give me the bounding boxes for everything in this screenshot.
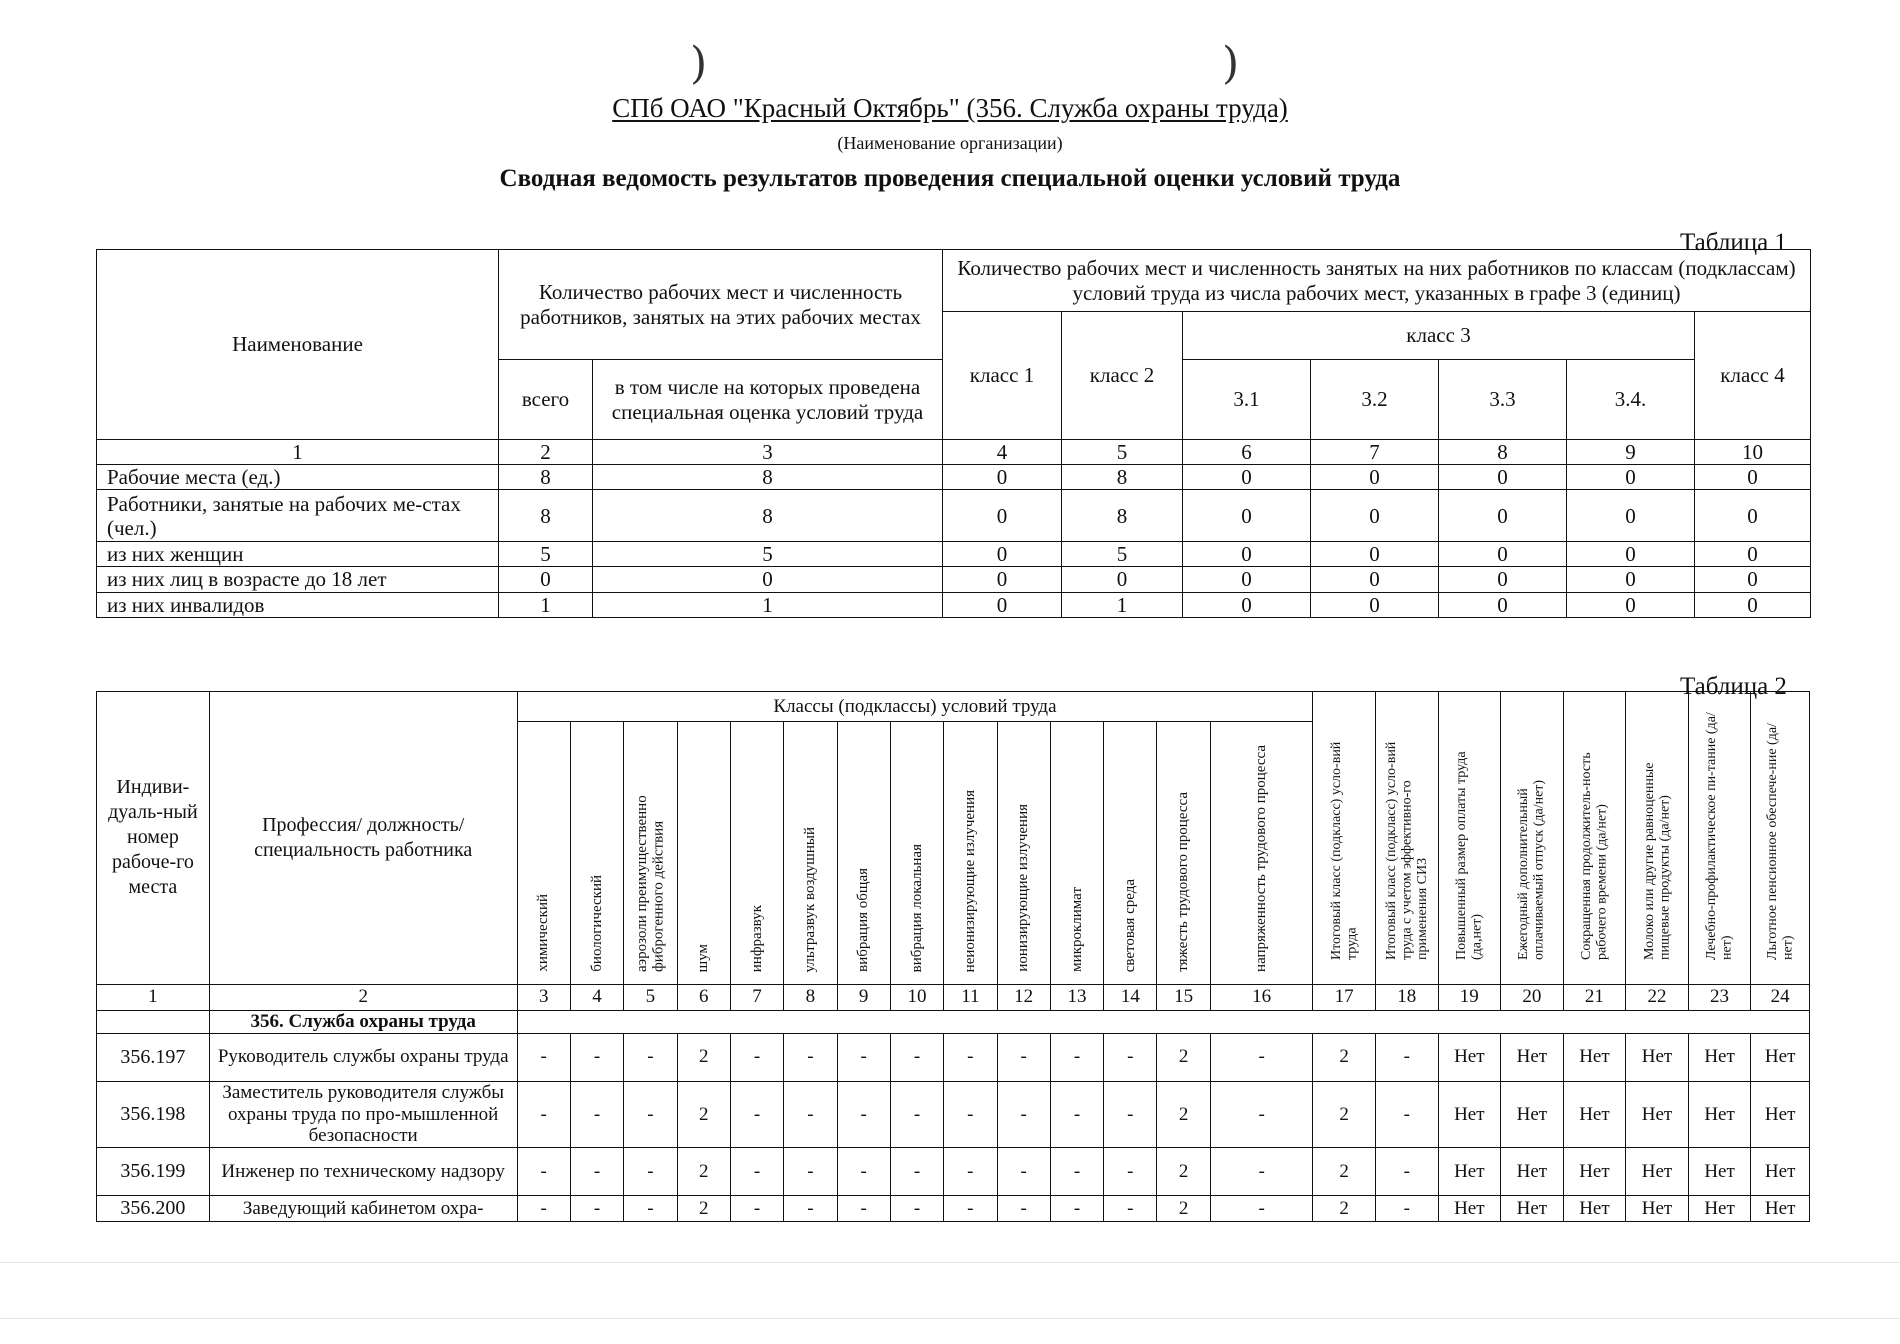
t1-cell: 0 [1311, 567, 1439, 592]
t1-column-numbers [97, 440, 1811, 465]
document-title: Сводная ведомость результатов проведения специальной оценки условий труда [499, 165, 1401, 192]
t2-cell: Нет [1751, 1081, 1810, 1148]
t1-header-name: Наименование [97, 250, 499, 440]
t1-row-label: из них инвалидов [97, 592, 499, 617]
t2-cell: Нет [1563, 1148, 1626, 1196]
t2-cell: 2 [1157, 1033, 1210, 1081]
t2-cell: Нет [1626, 1033, 1689, 1081]
t2-header-factor: инфразвук [730, 722, 783, 985]
t2-cell: Нет [1751, 1196, 1810, 1222]
t2-colnum: 14 [1104, 984, 1157, 1010]
t2-cell: Нет [1438, 1033, 1501, 1081]
t2-section-empty [97, 1010, 210, 1033]
t2-colnum: 3 [517, 984, 570, 1010]
t2-workplace-id: 356.198 [97, 1081, 210, 1148]
t2-cell: Нет [1501, 1148, 1564, 1196]
t2-cell: - [624, 1148, 677, 1196]
t1-data-row [97, 465, 1811, 490]
t2-cell: - [1210, 1196, 1313, 1222]
t1-cell: 0 [1311, 490, 1439, 542]
t2-cell: - [1104, 1081, 1157, 1148]
t2-cell: 2 [1157, 1196, 1210, 1222]
t2-header-hours: Сокращенная продолжитель-ность рабочего времени (да/нет) [1563, 692, 1626, 985]
t2-cell: - [1104, 1196, 1157, 1222]
t2-cell: - [1050, 1148, 1103, 1196]
t2-workplace-row [97, 1081, 1810, 1148]
t2-colnum: 7 [730, 984, 783, 1010]
t2-cell: - [944, 1033, 997, 1081]
t2-colnum: 23 [1688, 984, 1751, 1010]
t2-cell: - [784, 1148, 837, 1196]
t2-header-factor: химический [517, 722, 570, 985]
t1-header-3-1: 3.1 [1183, 360, 1311, 440]
t2-colnum: 6 [677, 984, 730, 1010]
t1-cell: 0 [1183, 542, 1311, 567]
scan-edge-line [0, 1318, 1900, 1319]
t2-cell: - [570, 1196, 623, 1222]
t2-cell: - [837, 1081, 890, 1148]
t2-profession: Заведующий кабинетом охра- [209, 1196, 517, 1222]
t2-colnum: 24 [1751, 984, 1810, 1010]
t2-cell: Нет [1751, 1033, 1810, 1081]
t1-colnum: 1 [97, 440, 499, 465]
t2-header-factor: световая среда [1104, 722, 1157, 985]
t2-workplace-row [97, 1196, 1810, 1222]
t2-header-final-class: Итоговый класс (подкласс) усло-вий труда [1313, 692, 1376, 985]
t1-cell: 0 [943, 490, 1062, 542]
t1-colnum: 9 [1567, 440, 1695, 465]
t2-workplace-row [97, 1033, 1810, 1081]
t2-header-vacation: Ежегодный дополнительный оплачиваемый отпуск (да/нет) [1501, 692, 1564, 985]
t1-header-count: Количество рабочих мест и численность работников, занятых на этих рабочих местах [499, 250, 943, 360]
table2-caption: Таблица 2 [1680, 673, 1787, 700]
t2-header-factor: неионизирующие излучения [944, 722, 997, 985]
t2-cell: - [730, 1033, 783, 1081]
t1-cell: 0 [1062, 567, 1183, 592]
t2-profession: Руководитель службы охраны труда [209, 1033, 517, 1081]
t1-cell: 0 [593, 567, 943, 592]
t2-colnum: 18 [1375, 984, 1438, 1010]
t2-cell: 2 [1313, 1148, 1376, 1196]
t2-colnum: 9 [837, 984, 890, 1010]
t1-cell: 0 [1439, 542, 1567, 567]
t1-header-3-4: 3.4. [1567, 360, 1695, 440]
t1-header-total: всего [499, 360, 593, 440]
t2-header-factor: ионизирующие излучения [997, 722, 1050, 985]
t1-cell: 0 [1311, 465, 1439, 490]
t2-header-factor: аэрозоли преимущественно фиброгенного действия [624, 722, 677, 985]
t2-cell: 2 [1313, 1081, 1376, 1148]
t2-colnum: 1 [97, 984, 210, 1010]
t2-cell: Нет [1438, 1081, 1501, 1148]
t1-row-label: из них женщин [97, 542, 499, 567]
t1-header-classes: Количество рабочих мест и численность занятых на них работников по классам (подклассам) условий труда из числа рабочих мест, указанных в графе 3 (единиц) [943, 250, 1811, 312]
t2-header-factor: вибрация локальная [890, 722, 943, 985]
t1-cell: 0 [1439, 592, 1567, 617]
t1-cell: 0 [1439, 567, 1567, 592]
t1-header-class2: класс 2 [1062, 312, 1183, 440]
t2-cell: - [570, 1033, 623, 1081]
t2-cell: - [1050, 1081, 1103, 1148]
t2-profession: Инженер по техническому надзору [209, 1148, 517, 1196]
t2-cell: Нет [1501, 1081, 1564, 1148]
t2-cell: - [570, 1081, 623, 1148]
t2-cell: - [890, 1196, 943, 1222]
t2-header-factor: тяжесть трудового процесса [1157, 722, 1210, 985]
t1-cell: 0 [1695, 567, 1811, 592]
t2-header-pay: Повышенный размер оплаты труда (да,нет) [1438, 692, 1501, 985]
t1-cell: 0 [943, 465, 1062, 490]
t2-colnum: 21 [1563, 984, 1626, 1010]
t2-cell: - [1210, 1148, 1313, 1196]
t2-header-milk: Молоко или другие равноценные пищевые продукты (да/нет) [1626, 692, 1689, 985]
t2-colnum: 20 [1501, 984, 1564, 1010]
t1-header-3-2: 3.2 [1311, 360, 1439, 440]
t2-cell: - [837, 1196, 890, 1222]
t1-cell: 8 [593, 465, 943, 490]
t2-cell: - [890, 1081, 943, 1148]
t2-cell: - [997, 1148, 1050, 1196]
t2-cell: Нет [1626, 1148, 1689, 1196]
t2-workplace-id: 356.199 [97, 1148, 210, 1196]
t2-cell: - [624, 1196, 677, 1222]
t2-cell: - [1104, 1148, 1157, 1196]
scan-edge-line [0, 1262, 1900, 1263]
t1-cell: 0 [499, 567, 593, 592]
t1-cell: 5 [499, 542, 593, 567]
t1-data-row [97, 490, 1811, 542]
t2-cell: - [730, 1148, 783, 1196]
t1-header-class1: класс 1 [943, 312, 1062, 440]
t2-header-profession: Профессия/ должность/ специальность работника [209, 692, 517, 985]
t1-row-label: Работники, занятые на рабочих ме-стах (чел.) [97, 490, 499, 542]
t2-cell: - [517, 1081, 570, 1148]
t1-cell: 8 [1062, 490, 1183, 542]
t1-cell: 0 [943, 592, 1062, 617]
t1-cell: 0 [1567, 542, 1695, 567]
t2-cell: - [890, 1033, 943, 1081]
t1-colnum: 2 [499, 440, 593, 465]
t1-cell: 0 [1439, 490, 1567, 542]
t2-cell: 2 [677, 1081, 730, 1148]
t2-profession: Заместитель руководителя службы охраны труда по про-мышленной безопасности [209, 1081, 517, 1148]
t2-header-factor: напряженность трудового процесса [1210, 722, 1313, 985]
t2-cell: Нет [1688, 1148, 1751, 1196]
t2-header-factor: вибрация общая [837, 722, 890, 985]
t2-section-row [97, 1010, 1810, 1033]
organization-name: СПб ОАО "Красный Октябрь" (356. Служба охраны труда) [612, 93, 1288, 123]
t2-cell: - [517, 1196, 570, 1222]
t1-colnum: 10 [1695, 440, 1811, 465]
t2-cell: - [730, 1081, 783, 1148]
t2-header-nutrition: Лечебно-профилактическое пи-тание (да/нет) [1688, 692, 1751, 985]
t2-cell: - [1375, 1081, 1438, 1148]
t2-header-id: Индиви-дуаль-ный номер рабоче-го места [97, 692, 210, 985]
t2-cell: - [1210, 1081, 1313, 1148]
t2-colnum: 17 [1313, 984, 1376, 1010]
t1-cell: 0 [1567, 465, 1695, 490]
t2-header-factor: шум [677, 722, 730, 985]
t1-row-label: из них лиц в возрасте до 18 лет [97, 567, 499, 592]
t2-colnum: 12 [997, 984, 1050, 1010]
t1-cell: 0 [1567, 490, 1695, 542]
t2-cell: - [517, 1033, 570, 1081]
t1-row-label: Рабочие места (ед.) [97, 465, 499, 490]
t2-cell: Нет [1626, 1081, 1689, 1148]
t1-colnum: 5 [1062, 440, 1183, 465]
t2-cell: - [944, 1148, 997, 1196]
t2-cell: 2 [1313, 1196, 1376, 1222]
t2-cell: - [944, 1081, 997, 1148]
t2-colnum: 22 [1626, 984, 1689, 1010]
t2-cell: - [837, 1148, 890, 1196]
t1-data-row [97, 542, 1811, 567]
t2-cell: Нет [1688, 1196, 1751, 1222]
organization-caption: (Наименование организации) [837, 133, 1063, 153]
t1-cell: 0 [1311, 542, 1439, 567]
t1-cell: 1 [1062, 592, 1183, 617]
t2-cell: - [624, 1081, 677, 1148]
t2-cell: - [890, 1148, 943, 1196]
t2-cell: Нет [1501, 1196, 1564, 1222]
t1-colnum: 7 [1311, 440, 1439, 465]
t1-cell: 0 [1439, 465, 1567, 490]
t2-column-numbers [97, 984, 1810, 1010]
t2-cell: Нет [1563, 1081, 1626, 1148]
t1-cell: 0 [943, 567, 1062, 592]
t2-cell: - [570, 1148, 623, 1196]
t2-cell: - [784, 1196, 837, 1222]
t2-colnum: 10 [890, 984, 943, 1010]
t2-cell: - [1375, 1148, 1438, 1196]
t1-cell: 5 [1062, 542, 1183, 567]
t2-cell: - [997, 1033, 1050, 1081]
t2-cell: - [1210, 1033, 1313, 1081]
t1-cell: 0 [1311, 592, 1439, 617]
t1-cell: 0 [943, 542, 1062, 567]
t1-cell: 1 [499, 592, 593, 617]
t2-colnum: 11 [944, 984, 997, 1010]
t2-cell: - [1375, 1196, 1438, 1222]
t2-workplace-id: 356.200 [97, 1196, 210, 1222]
t2-cell: 2 [1313, 1033, 1376, 1081]
workplace-table [96, 691, 1810, 1222]
t1-cell: 0 [1183, 465, 1311, 490]
t2-cell: - [944, 1196, 997, 1222]
t2-header-factor: биологический [570, 722, 623, 985]
t1-cell: 0 [1183, 490, 1311, 542]
t2-colnum: 4 [570, 984, 623, 1010]
t1-data-row [97, 592, 1811, 617]
t2-cell: Нет [1438, 1196, 1501, 1222]
t1-cell: 0 [1695, 592, 1811, 617]
t2-cell: Нет [1501, 1033, 1564, 1081]
t1-header-assessed: в том числе на которых проведена специальная оценка условий труда [593, 360, 943, 440]
t2-cell: - [1104, 1033, 1157, 1081]
t2-header-classes: Классы (подклассы) условий труда [517, 692, 1313, 722]
t2-colnum: 5 [624, 984, 677, 1010]
t1-cell: 8 [593, 490, 943, 542]
scan-mark-left: ) [690, 38, 708, 89]
t1-cell: 0 [1695, 542, 1811, 567]
t1-cell: 0 [1567, 592, 1695, 617]
t2-cell: Нет [1438, 1148, 1501, 1196]
t1-header-class3: класс 3 [1183, 312, 1695, 360]
t2-cell: - [1375, 1033, 1438, 1081]
t1-colnum: 8 [1439, 440, 1567, 465]
summary-table [96, 249, 1811, 618]
t1-cell: 5 [593, 542, 943, 567]
t2-workplace-id: 356.197 [97, 1033, 210, 1081]
t1-cell: 8 [499, 465, 593, 490]
t2-cell: - [730, 1196, 783, 1222]
t2-cell: - [837, 1033, 890, 1081]
t1-cell: 1 [593, 592, 943, 617]
t2-cell: - [517, 1148, 570, 1196]
table1-caption: Таблица 1 [1680, 229, 1787, 256]
t2-cell: Нет [1688, 1033, 1751, 1081]
t1-cell: 0 [1183, 592, 1311, 617]
t2-colnum: 19 [1438, 984, 1501, 1010]
t2-header-final-class-siz: Итоговый класс (подкласс) усло-вий труда с учетом эффективно-го применения СИЗ [1375, 692, 1438, 985]
t2-cell: - [997, 1196, 1050, 1222]
t2-cell: 2 [677, 1033, 730, 1081]
t2-cell: - [997, 1081, 1050, 1148]
t1-cell: 0 [1567, 567, 1695, 592]
scan-mark-right: ) [1222, 38, 1240, 89]
t1-colnum: 6 [1183, 440, 1311, 465]
t2-cell: - [1050, 1033, 1103, 1081]
t2-section-filler [517, 1010, 1809, 1033]
t1-header-class4: класс 4 [1695, 312, 1811, 440]
t1-colnum: 4 [943, 440, 1062, 465]
t1-data-row [97, 567, 1811, 592]
t2-cell: 2 [677, 1196, 730, 1222]
t2-cell: Нет [1626, 1196, 1689, 1222]
t2-colnum: 2 [209, 984, 517, 1010]
t1-cell: 8 [1062, 465, 1183, 490]
t2-colnum: 16 [1210, 984, 1313, 1010]
t2-cell: - [624, 1033, 677, 1081]
t2-cell: - [1050, 1196, 1103, 1222]
t2-header-pension: Льготное пенсионное обеспече-ние (да/нет) [1751, 692, 1810, 985]
t2-cell: Нет [1563, 1196, 1626, 1222]
t2-cell: 2 [1157, 1148, 1210, 1196]
t2-cell: 2 [1157, 1081, 1210, 1148]
t2-colnum: 8 [784, 984, 837, 1010]
t2-cell: Нет [1688, 1081, 1751, 1148]
t2-cell: Нет [1751, 1148, 1810, 1196]
t1-header-3-3: 3.3 [1439, 360, 1567, 440]
t1-cell: 0 [1695, 465, 1811, 490]
t2-header-factor: ультразвук воздушный [784, 722, 837, 985]
t2-cell: Нет [1563, 1033, 1626, 1081]
t1-cell: 8 [499, 490, 593, 542]
t2-cell: - [784, 1033, 837, 1081]
t2-cell: 2 [677, 1148, 730, 1196]
t1-colnum: 3 [593, 440, 943, 465]
t2-section-title: 356. Служба охраны труда [209, 1010, 517, 1033]
t1-cell: 0 [1695, 490, 1811, 542]
t2-cell: - [784, 1081, 837, 1148]
t1-cell: 0 [1183, 567, 1311, 592]
t2-colnum: 15 [1157, 984, 1210, 1010]
t2-header-factor: микроклимат [1050, 722, 1103, 985]
t2-colnum: 13 [1050, 984, 1103, 1010]
t2-workplace-row [97, 1148, 1810, 1196]
